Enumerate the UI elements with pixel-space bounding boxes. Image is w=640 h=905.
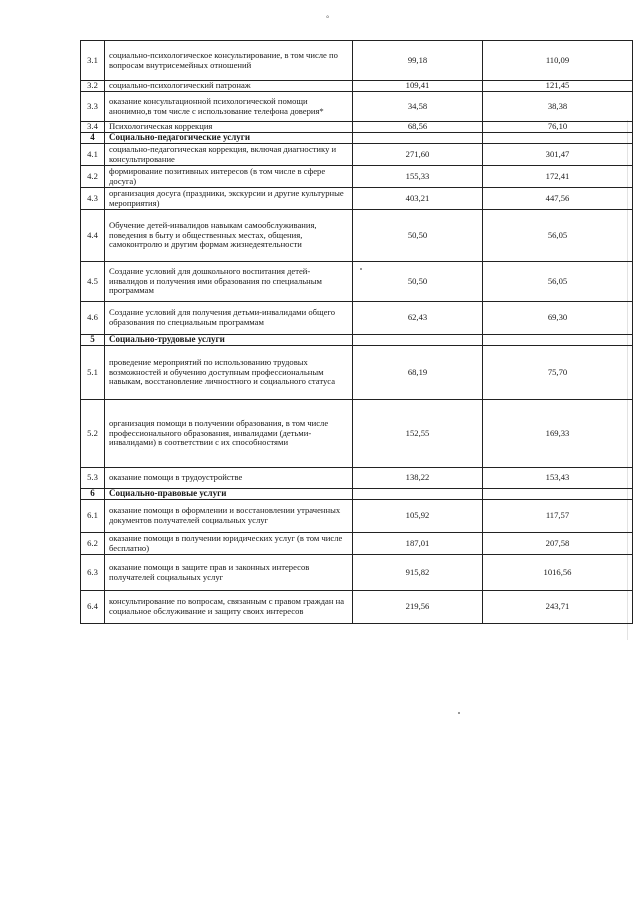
price-value-indexed xyxy=(483,133,633,144)
service-name: формирование позитивных интересов (в том числе в сфере досуга) xyxy=(105,166,353,188)
service-name: оказание помощи в защите прав и законных интересов получателей социальных услуг xyxy=(105,555,353,591)
table-row xyxy=(81,144,633,166)
service-name: организация досуга (праздники, экскурсии и другие культурные мероприятия) xyxy=(105,188,353,210)
price-value: 105,92 xyxy=(353,500,483,533)
table-row xyxy=(81,92,633,122)
table-row xyxy=(81,533,633,555)
section-title: Социально-трудовые услуги xyxy=(105,335,353,346)
table-row xyxy=(81,346,633,400)
section-row xyxy=(81,335,633,346)
price-value: 50,50 xyxy=(353,262,483,302)
price-value-indexed: 172,41 xyxy=(483,166,633,188)
price-value: 915,82 xyxy=(353,555,483,591)
table-row xyxy=(81,81,633,92)
row-number: 6.3 xyxy=(81,555,105,591)
price-value-indexed: 56,05 xyxy=(483,262,633,302)
service-name: Психологическая коррекция xyxy=(105,122,353,133)
row-number: 5.2 xyxy=(81,400,105,468)
row-number: 4 xyxy=(81,133,105,144)
row-number: 3.3 xyxy=(81,92,105,122)
tariff-table xyxy=(80,40,633,624)
scan-speck xyxy=(360,268,362,270)
price-value xyxy=(353,335,483,346)
row-number: 5 xyxy=(81,335,105,346)
price-value-indexed: 76,10 xyxy=(483,122,633,133)
price-value: 138,22 xyxy=(353,468,483,489)
row-number: 6.1 xyxy=(81,500,105,533)
service-name: социально-педагогическая коррекция, включая диагностику и консультирование xyxy=(105,144,353,166)
row-number: 3.2 xyxy=(81,81,105,92)
row-number: 5.1 xyxy=(81,346,105,400)
table-row xyxy=(81,500,633,533)
price-value-indexed: 153,43 xyxy=(483,468,633,489)
service-name: консультирование по вопросам, связанным с правом граждан на социальное обслуживание и защиту своих интересов xyxy=(105,591,353,624)
table-row xyxy=(81,555,633,591)
row-number: 3.1 xyxy=(81,41,105,81)
table-row xyxy=(81,262,633,302)
price-value-indexed: 301,47 xyxy=(483,144,633,166)
price-value: 271,60 xyxy=(353,144,483,166)
row-number: 4.3 xyxy=(81,188,105,210)
tariff-table-body xyxy=(81,41,633,624)
service-name: организация помощи в получении образования, в том числе профессионального образования, инвалидами (детьми-инвалидами) в соответствии с их способностями xyxy=(105,400,353,468)
service-name: оказание помощи в оформлении и восстановлении утраченных документов получателей социальных услуг xyxy=(105,500,353,533)
price-value-indexed: 207,58 xyxy=(483,533,633,555)
price-value: 62,43 xyxy=(353,302,483,335)
page-mark: ° xyxy=(326,14,330,23)
price-value-indexed xyxy=(483,335,633,346)
service-name: социально-психологическое консультирование, в том числе по вопросам внутрисемейных отношений xyxy=(105,41,353,81)
table-row xyxy=(81,302,633,335)
service-name: Создание условий для получения детьми-инвалидами общего образования по специальным программам xyxy=(105,302,353,335)
price-value: 68,56 xyxy=(353,122,483,133)
row-number: 4.6 xyxy=(81,302,105,335)
price-value: 68,19 xyxy=(353,346,483,400)
price-value-indexed: 69,30 xyxy=(483,302,633,335)
price-value-indexed: 169,33 xyxy=(483,400,633,468)
service-name: Обучение детей-инвалидов навыкам самообслуживания, поведения в быту и общественных местах, общения, самоконтролю и другим формам жизнедеятельности xyxy=(105,210,353,262)
price-value: 109,41 xyxy=(353,81,483,92)
table-row xyxy=(81,41,633,81)
service-name: Создание условий для дошкольного воспитания детей-инвалидов и получения ими образования по специальным программам xyxy=(105,262,353,302)
price-value-indexed: 38,38 xyxy=(483,92,633,122)
price-value: 50,50 xyxy=(353,210,483,262)
table-row xyxy=(81,400,633,468)
price-value: 187,01 xyxy=(353,533,483,555)
row-number: 6 xyxy=(81,489,105,500)
service-name: социально-психологический патронаж xyxy=(105,81,353,92)
table-row xyxy=(81,166,633,188)
service-name: проведение мероприятий по использованию трудовых возможностей и обучению доступным профессиональным навыкам, восстановление личностного и социального статуса xyxy=(105,346,353,400)
price-value xyxy=(353,133,483,144)
price-value-indexed: 1016,56 xyxy=(483,555,633,591)
scan-speck xyxy=(458,712,460,714)
price-value: 152,55 xyxy=(353,400,483,468)
section-title: Социально-правовые услуги xyxy=(105,489,353,500)
price-value: 219,56 xyxy=(353,591,483,624)
row-number: 6.2 xyxy=(81,533,105,555)
row-number: 4.2 xyxy=(81,166,105,188)
price-value-indexed: 75,70 xyxy=(483,346,633,400)
price-value-indexed: 447,56 xyxy=(483,188,633,210)
section-title: Социально-педагогические услуги xyxy=(105,133,353,144)
price-value-indexed: 243,71 xyxy=(483,591,633,624)
price-value: 403,21 xyxy=(353,188,483,210)
price-value-indexed: 56,05 xyxy=(483,210,633,262)
row-number: 4.5 xyxy=(81,262,105,302)
price-value: 34,58 xyxy=(353,92,483,122)
table-row xyxy=(81,188,633,210)
price-value xyxy=(353,489,483,500)
price-value: 155,33 xyxy=(353,166,483,188)
section-row xyxy=(81,489,633,500)
row-number: 4.1 xyxy=(81,144,105,166)
price-value-indexed xyxy=(483,489,633,500)
table-row xyxy=(81,468,633,489)
price-value-indexed: 117,57 xyxy=(483,500,633,533)
service-name: оказание помощи в получении юридических услуг (в том числе бесплатно) xyxy=(105,533,353,555)
row-number: 5.3 xyxy=(81,468,105,489)
section-row xyxy=(81,133,633,144)
table-row xyxy=(81,122,633,133)
document-sheet xyxy=(80,40,632,624)
price-value-indexed: 110,09 xyxy=(483,41,633,81)
row-number: 6.4 xyxy=(81,591,105,624)
service-name: оказание помощи в трудоустройстве xyxy=(105,468,353,489)
table-row xyxy=(81,210,633,262)
price-value-indexed: 121,45 xyxy=(483,81,633,92)
row-number: 3.4 xyxy=(81,122,105,133)
service-name: оказание консультационной психологической помощи анонимно,в том числе с использование телефона доверия* xyxy=(105,92,353,122)
table-row xyxy=(81,591,633,624)
price-value: 99,18 xyxy=(353,41,483,81)
row-number: 4.4 xyxy=(81,210,105,262)
